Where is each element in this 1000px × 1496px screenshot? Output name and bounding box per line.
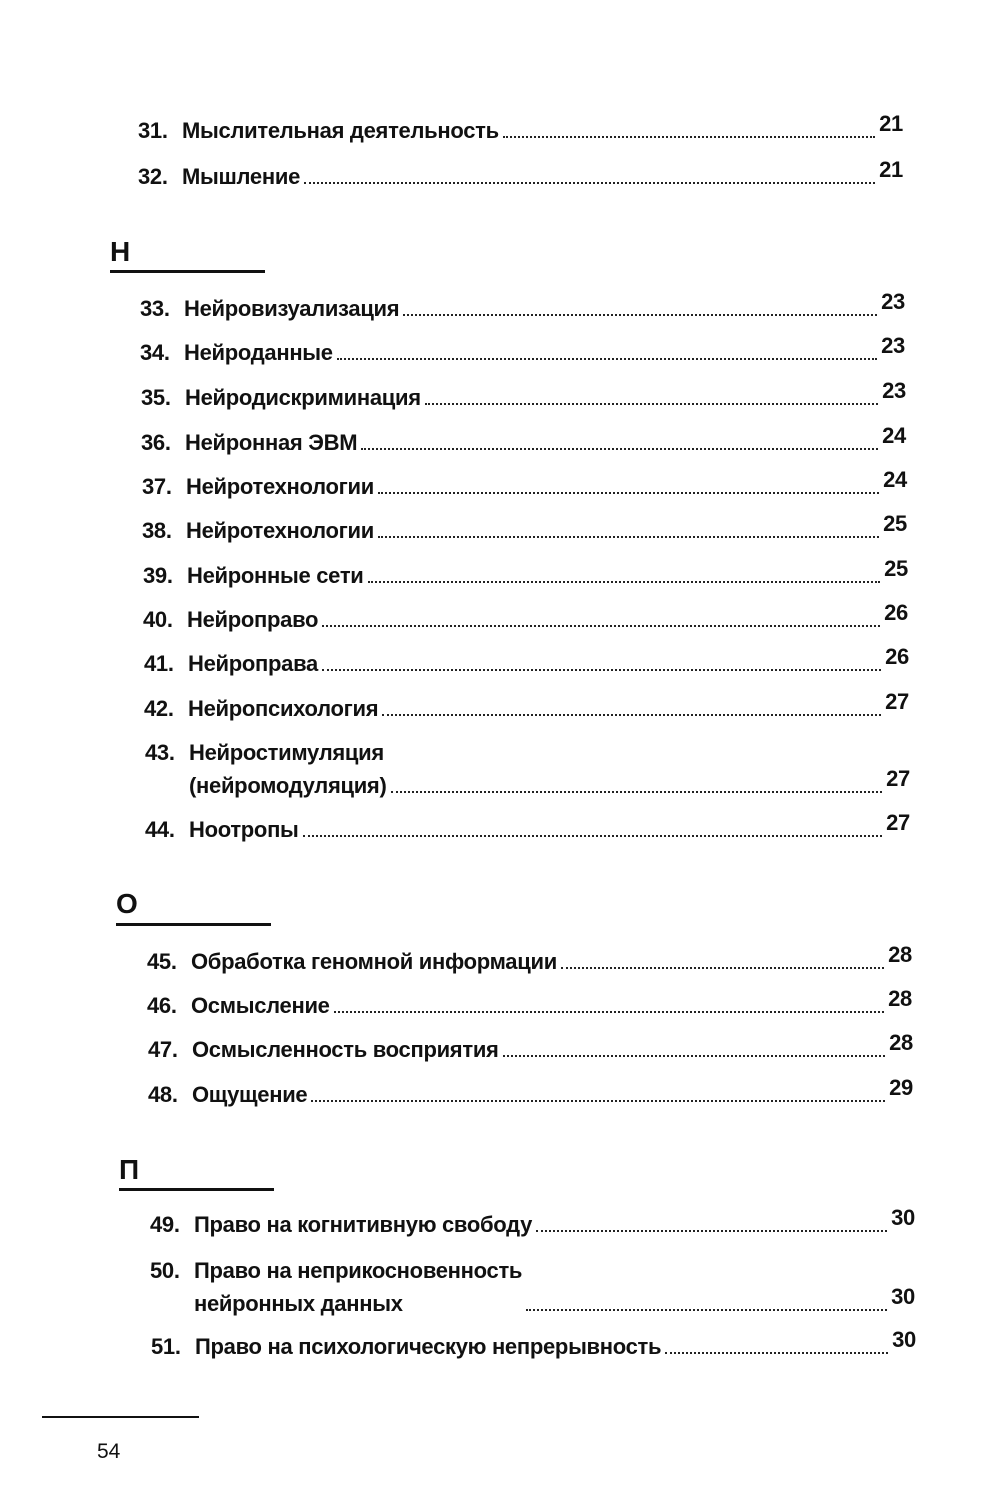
toc-entry-45[interactable] <box>147 942 912 975</box>
entry-number: 32. <box>138 164 168 189</box>
entry-title: Ноотропы <box>189 817 299 842</box>
entry-page: 27 <box>886 810 910 835</box>
entry-title: Нейротехнологии <box>186 474 374 499</box>
entry-title: Нейронная ЭВМ <box>185 430 358 455</box>
entry-title: Право на когнитивную свободу <box>194 1212 533 1237</box>
entry-title-continued: нейронных данных <box>194 1291 403 1316</box>
entry-page: 30 <box>891 1284 915 1309</box>
entry-page: 29 <box>889 1075 913 1100</box>
toc-entry-40[interactable] <box>143 600 908 633</box>
toc-entry-37[interactable] <box>142 467 907 500</box>
entry-title: Осмысленность восприятия <box>192 1037 499 1062</box>
entry-title: Мыслительная деятельность <box>182 118 499 143</box>
toc-entry-31[interactable] <box>138 111 903 144</box>
entry-number: 51. <box>151 1334 181 1359</box>
dot-leader <box>403 314 877 316</box>
dot-leader <box>561 967 884 969</box>
toc-entry-42[interactable] <box>144 689 909 722</box>
toc-entry-36[interactable] <box>141 423 906 456</box>
dot-leader <box>536 1230 887 1232</box>
entry-page: 21 <box>879 157 903 182</box>
dot-leader <box>303 835 883 837</box>
entry-page: 23 <box>881 289 905 314</box>
entry-page: 24 <box>883 467 907 492</box>
toc-entry-44[interactable] <box>145 810 910 843</box>
toc-entry-32[interactable] <box>138 157 903 190</box>
dot-leader <box>337 358 877 360</box>
entry-page: 25 <box>884 556 908 581</box>
dot-leader <box>361 448 878 450</box>
dot-leader <box>368 581 881 583</box>
entry-page: 26 <box>884 600 908 625</box>
toc-entry-47[interactable] <box>148 1030 913 1063</box>
entry-title: Право на неприкосновенность <box>194 1258 523 1283</box>
section-letter-n: Н <box>110 236 131 267</box>
entry-number: 31. <box>138 118 168 143</box>
toc-entry-46[interactable] <box>147 986 912 1019</box>
entry-number: 44. <box>145 817 175 842</box>
dot-leader <box>425 403 878 405</box>
entry-title: Осмысление <box>191 993 330 1018</box>
entry-number: 39. <box>143 563 173 588</box>
section-letter-o: О <box>116 888 138 919</box>
entry-page: 23 <box>881 333 905 358</box>
dot-leader <box>503 136 875 138</box>
toc-entry-49[interactable] <box>150 1205 915 1238</box>
entry-number: 33. <box>140 296 170 321</box>
section-rule <box>119 1188 274 1191</box>
dot-leader <box>322 669 881 671</box>
entry-title: Нейропсихология <box>188 696 379 721</box>
entry-title-continued: (нейромодуляция) <box>189 773 387 798</box>
footer-rule <box>42 1416 199 1418</box>
entry-page: 23 <box>882 378 906 403</box>
entry-page: 28 <box>889 1030 913 1055</box>
entry-page: 26 <box>885 644 909 669</box>
entry-page: 30 <box>891 1205 915 1230</box>
entry-number: 45. <box>147 949 177 974</box>
entry-title: Нейроправа <box>188 651 318 676</box>
entry-number: 43. <box>145 740 175 765</box>
entry-number: 36. <box>141 430 171 455</box>
entry-number: 49. <box>150 1212 180 1237</box>
entry-page: 28 <box>888 942 912 967</box>
entry-page: 30 <box>892 1327 916 1352</box>
entry-number: 46. <box>147 993 177 1018</box>
dot-leader <box>322 625 880 627</box>
entry-page: 24 <box>882 423 906 448</box>
entry-title: Нейродискриминация <box>185 385 421 410</box>
entry-title: Нейротехнологии <box>186 518 374 543</box>
entry-title: Право на психологическую непрерывность <box>195 1334 662 1359</box>
toc-entry-39[interactable] <box>143 556 908 589</box>
toc-entry-33[interactable] <box>140 289 905 322</box>
entry-title: Ощущение <box>192 1082 308 1107</box>
entry-page: 28 <box>888 986 912 1011</box>
entry-number: 37. <box>142 474 172 499</box>
entry-number: 48. <box>148 1082 178 1107</box>
page-number: 54 <box>97 1440 121 1463</box>
entry-number: 41. <box>144 651 174 676</box>
entry-number: 42. <box>144 696 174 721</box>
dot-leader <box>503 1055 886 1057</box>
entry-title: Нейровизуализация <box>184 296 400 321</box>
entry-title: Нейроданные <box>184 340 333 365</box>
entry-page: 21 <box>879 111 903 136</box>
entry-title: Нейроправо <box>187 607 319 632</box>
section-letter-p: П <box>119 1154 140 1185</box>
toc-entry-34[interactable] <box>140 333 905 366</box>
toc-entry-41[interactable] <box>144 644 909 677</box>
toc-entry-43[interactable] <box>145 740 910 799</box>
dot-leader <box>665 1352 888 1354</box>
entry-page: 27 <box>886 766 910 791</box>
entry-page: 25 <box>883 511 907 536</box>
dot-leader <box>526 1309 887 1311</box>
entry-number: 38. <box>142 518 172 543</box>
entry-number: 35. <box>141 385 171 410</box>
entry-number: 40. <box>143 607 173 632</box>
dot-leader <box>334 1011 885 1013</box>
toc-entry-51[interactable] <box>151 1327 916 1360</box>
entry-title: Нейростимуляция <box>189 740 384 765</box>
entry-title: Обработка геномной информации <box>191 949 557 974</box>
entry-title: Нейронные сети <box>187 563 364 588</box>
toc-entry-50[interactable] <box>150 1258 915 1317</box>
dot-leader <box>378 536 879 538</box>
dot-leader <box>378 492 879 494</box>
entry-number: 34. <box>140 340 170 365</box>
toc-entry-35[interactable] <box>141 378 906 411</box>
dot-leader <box>382 714 881 716</box>
dot-leader <box>304 182 875 184</box>
toc-entry-48[interactable] <box>148 1075 913 1108</box>
dot-leader <box>391 791 883 793</box>
entry-page: 27 <box>885 689 909 714</box>
entry-title: Мышление <box>182 164 301 189</box>
section-rule <box>110 270 265 273</box>
toc-entry-38[interactable] <box>142 511 907 544</box>
entry-number: 47. <box>148 1037 178 1062</box>
section-rule <box>116 923 271 926</box>
dot-leader <box>311 1100 885 1102</box>
entry-number: 50. <box>150 1258 180 1283</box>
